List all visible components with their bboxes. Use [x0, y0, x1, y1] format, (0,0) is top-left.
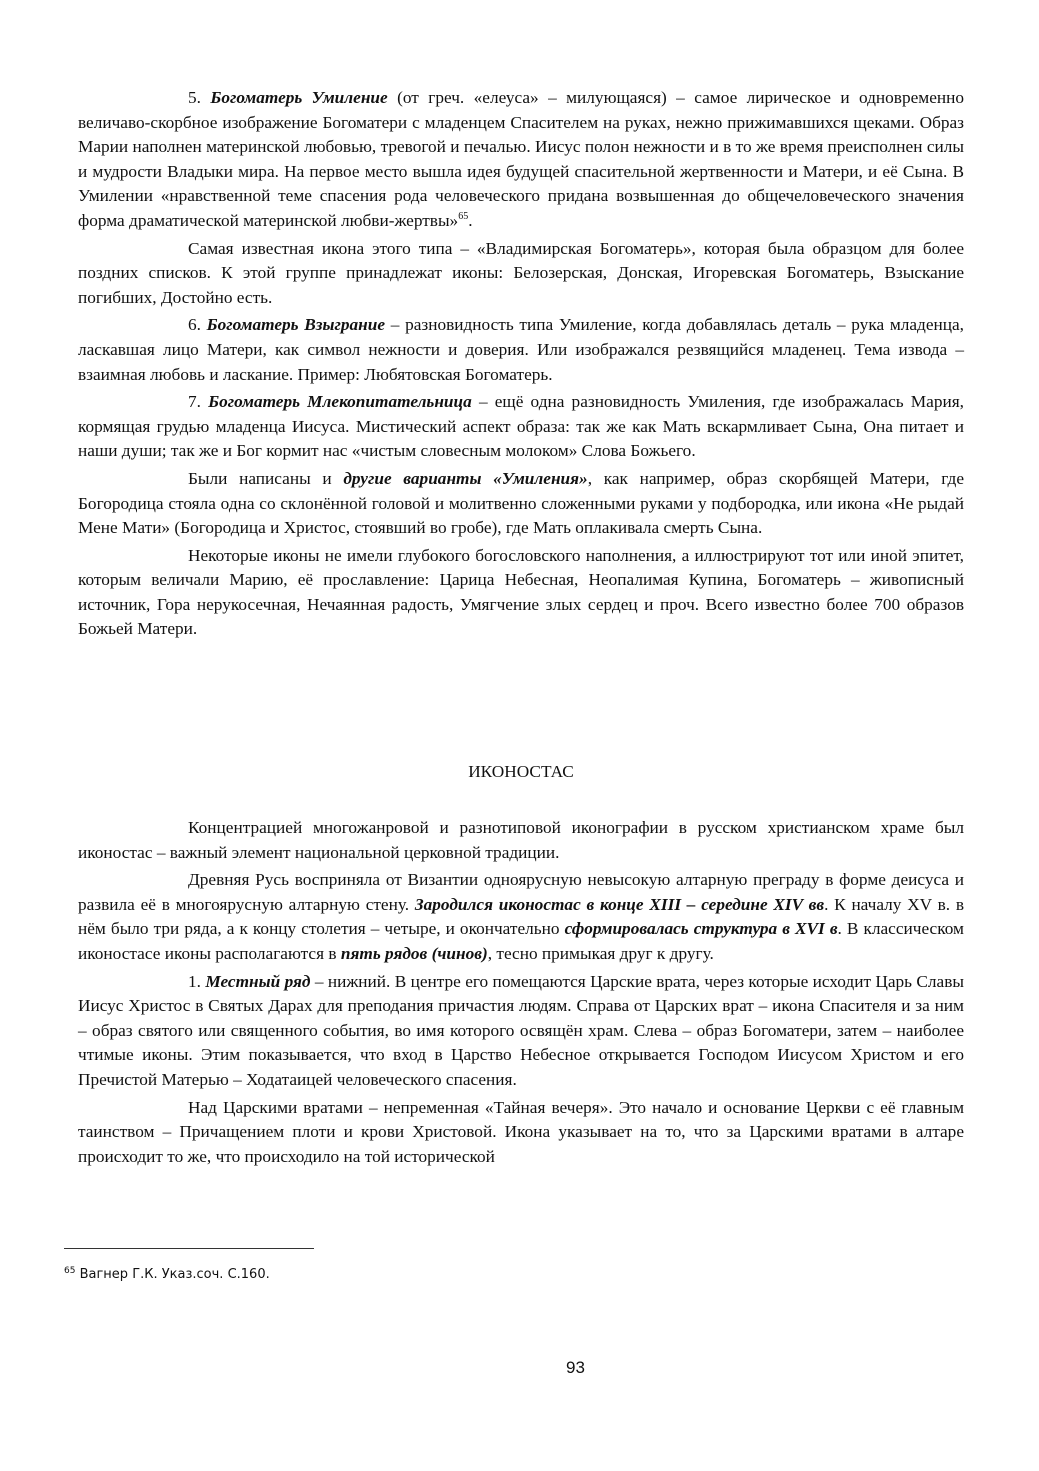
footnote-reference[interactable]: 65	[458, 211, 469, 223]
paragraph-body: . К началу XV в. в нём было три ряда, а к концу столетия – четыре, и окончательно	[78, 894, 965, 939]
footnote-number: 65	[64, 1266, 76, 1276]
paragraph-body: Над Царскими вратами – непременная «Тайная вечеря». Это начало и основание Церкви с её главным таинством – Причащением плоти и крови Христовой. Икона указывает на то, что за Царскими вратами в алтаре происходит то же, что происходило на той исторической	[78, 1097, 964, 1166]
footnote-text: Вагнер Г.К. Указ.соч. С.160.	[79, 1267, 270, 1282]
paragraph-number: 5.	[188, 88, 201, 107]
paragraph-body: Самая известная икона этого типа – «Владимирская Богоматерь», которая была образцом для более поздних списков. К этой группе принадлежат иконы: Белозерская, Донская, Игоревская Богоматерь, Взыскание погибших, Достойно есть.	[78, 238, 964, 307]
paragraph-local-row	[78, 970, 964, 1093]
paragraph-iconostasis-intro	[78, 816, 964, 865]
paragraph-body: Концентрацией многожанровой и разнотиповой иконографии в русском христианском храме был иконостас – важный элемент национальной церковной традиции.	[78, 818, 964, 862]
term-origin-date: Зародился иконостас в конце XIII – середине XIV вв	[414, 894, 825, 914]
paragraph-number: 1.	[188, 971, 201, 991]
paragraph-epithets	[78, 544, 964, 642]
term-umilenie: Богоматерь Умиление	[210, 88, 388, 107]
paragraph-body: Древняя Русь восприняла от Византии одноярусную невысокую алтарную преграду в форме деисуса и развила её в многоярусную алтарную стену.	[78, 870, 964, 914]
paragraph-body: – ещё одна разновидность Умиления, где изображалась Мария, кормящая грудью младенца Иисуса. Мистический аспект образа: так же как Мать вскармливает Сына, Она питает и наши души; так же и Бог кормит нас «чистым словесным молоком» Слова Божьего.	[78, 392, 964, 461]
iconostasis-text-block	[78, 816, 964, 1172]
paragraph-mlekopitatelnitsa	[78, 390, 964, 464]
term-other-variants: другие варианты «Умиления»	[343, 468, 588, 488]
paragraph-umilenie	[78, 86, 964, 234]
term-structure-formed: сформировалась структура в XVI в	[564, 919, 838, 939]
footnote	[64, 1266, 270, 1284]
paragraph-body: , тесно примыкая друг к другу.	[487, 943, 714, 963]
paragraph-vzygranie	[78, 313, 964, 387]
paragraph-body: (от греч. «елеуса» – милующаяся) – самое лирическое и одновременно величаво-скорбное изображение Богоматери с младенцем Спасителем на руках, нежно прижимавшихся щеками. Образ Марии наполнен материнской любовью, тревогой и печалью. Иисус полон нежности и в то же время преисполнен силы и мудрости Владыки мира. На первое место вышла идея будущей спасительной жертвенности и Матери, и её Сына. В Умилении «нравственной теме спасения рода человеческого придана возвышенная до общечеловеческого значения форма драматической материнской любви-жертвы»	[78, 88, 965, 230]
page-number: 93	[566, 1358, 585, 1377]
term-vzygranie: Богоматерь Взыграние	[206, 315, 386, 335]
paragraph-tail: .	[468, 210, 473, 230]
paragraph-vladimirskaya	[78, 237, 964, 311]
paragraph-number: 6.	[188, 315, 201, 335]
paragraph-body: Некоторые иконы не имели глубокого богословского наполнения, а иллюстрируют тот или иной эпитет, которым величали Марию, её прославление: Царица Небесная, Неопалимая Купина, Богоматерь – живописный источник, Гора нерукосечная, Нечаянная радость, Умягчение злых сердец и проч. Всего известно более 700 образов Божьей Матери.	[78, 545, 964, 639]
term-local-row: Местный ряд	[205, 971, 311, 991]
paragraph-body: – нижний. В центре его помещаются Царские врата, через которые исходит Царь Славы Иисус Христос в Святых Дарах для преподания причастия людям. Справа от Царских врат – икона Спасителя и за ним – образ святого или священного события, во имя которого освящён храм. Слева – образ Богоматери, затем – наиболее чтимые иконы. Этим показывается, что вход в Царство Небесное открывается Господом Иисусом Христом и его Пречистой Матерью – Ходатаицей человеческого спасения.	[78, 971, 964, 1089]
paragraph-last-supper	[78, 1096, 964, 1170]
term-mlekopitatelnitsa: Богоматерь Млекопитательница	[208, 392, 472, 412]
paragraph-iconostasis-history	[78, 868, 964, 966]
paragraph-body: , как например, образ скорбящей Матери, где Богородица стояла одна со склонённой головой и молитвенно сложенными руками у подбородка, или икона «Не рыдай Мене Мати» (Богородица и Христос, стоявший во гробе), где Мать оплакивала смерть Сына.	[78, 468, 964, 538]
main-text-block	[78, 86, 964, 645]
paragraph-other-variants	[78, 467, 964, 541]
paragraph-body: . В классическом иконостасе иконы располагаются в	[78, 919, 964, 963]
footnote-separator	[64, 1248, 314, 1249]
term-five-rows: пять рядов (чинов)	[340, 943, 488, 963]
paragraph-lead: Были написаны и	[188, 468, 332, 488]
paragraph-body: – разновидность типа Умиление, когда добавлялась деталь – рука младенца, ласкавшая лицо Матери, как символ нежности и доверия. Или изображался резвящийся младенец. Тема извода – взаимная любовь и ласкание. Пример: Любятовская Богоматерь.	[78, 315, 964, 384]
section-heading: ИКОНОСТАС	[468, 762, 574, 781]
paragraph-number: 7.	[188, 392, 201, 412]
